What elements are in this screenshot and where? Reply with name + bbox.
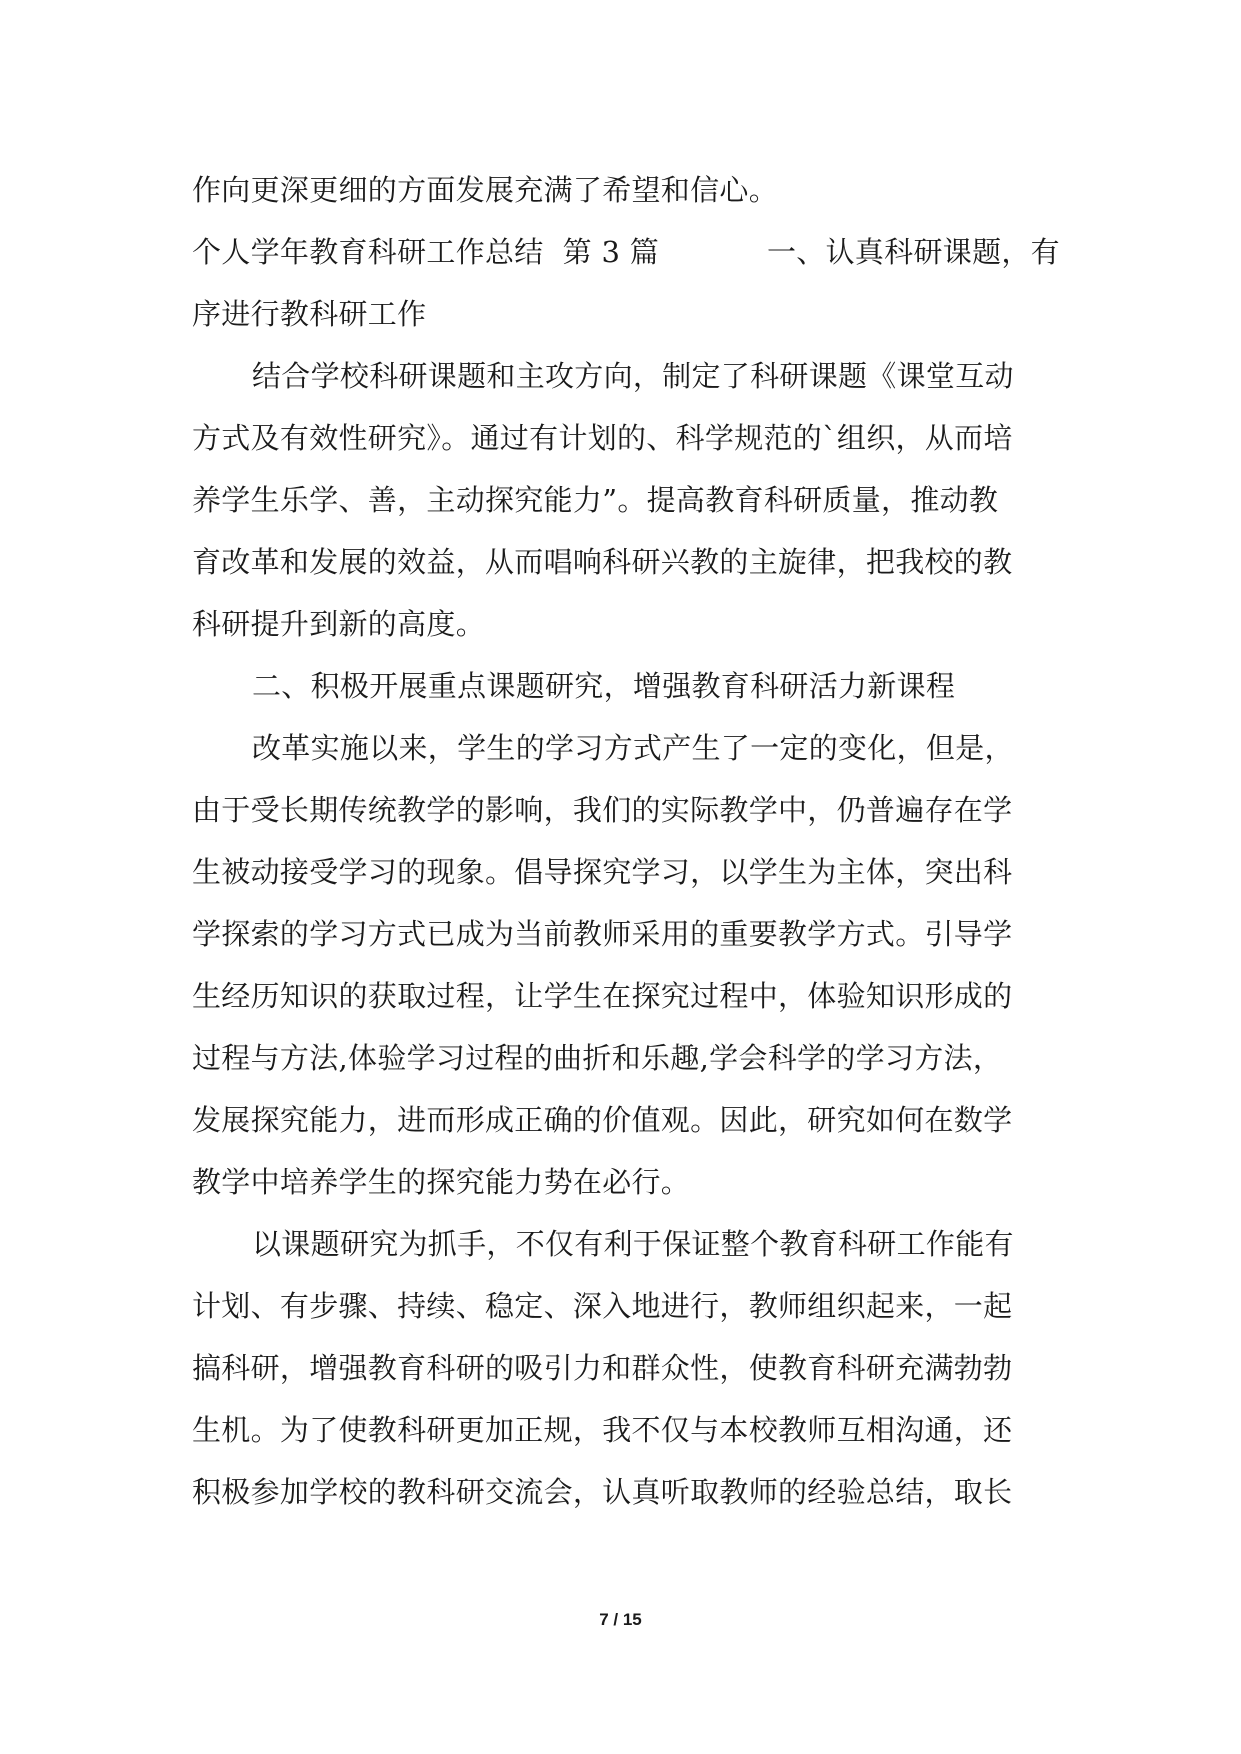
- paragraph-line: 科研提升到新的高度。: [192, 607, 486, 641]
- paragraph-line: 教学中培养学生的探究能力势在必行。: [192, 1165, 691, 1199]
- section1-heading-end: 序进行教科研工作: [192, 297, 427, 331]
- paragraph-3: [192, 1213, 1060, 1523]
- carryover-line: 作向更深更细的方面发展充满了希望和信心。: [192, 173, 779, 207]
- paragraph-line: 养学生乐学、善，主动探究能力”。提高教育科研质量，推动教: [192, 483, 999, 517]
- paragraph-2: [192, 717, 1060, 1213]
- paragraph-line: 由于受长期传统教学的影响，我们的实际教学中，仍普遍存在学: [192, 793, 1013, 827]
- paragraph-1: [192, 345, 1060, 655]
- paragraph-line: 生被动接受学习的现象。倡导探究学习，以学生为主体，突出科: [192, 855, 1013, 889]
- paragraph-line: 积极参加学校的教科研交流会，认真听取教师的经验总结，取长: [192, 1475, 1013, 1509]
- paragraph-line: 发展探究能力，进而形成正确的价值观。因此，研究如何在数学: [192, 1103, 1013, 1137]
- article-title: 个人学年教育科研工作总结 第 3 篇: [192, 235, 660, 269]
- paragraph-line: 学探索的学习方式已成为当前教师采用的重要教学方式。引导学: [192, 917, 1013, 951]
- paragraph-line: 搞科研，增强教育科研的吸引力和群众性，使教育科研充满勃勃: [192, 1351, 1013, 1385]
- section2-heading: 二、积极开展重点课题研究，增强教育科研活力新课程: [252, 669, 956, 703]
- section1-heading-start: 一、认真科研课题，有: [766, 235, 1060, 269]
- paragraph-line: 方式及有效性研究》。通过有计划的、科学规范的`组织，从而培: [192, 421, 1013, 455]
- page-number: 7 / 15: [599, 1610, 642, 1629]
- paragraph-line: 结合学校科研课题和主攻方向，制定了科研课题《课堂互动: [252, 359, 1014, 393]
- paragraph-line: 生经历知识的获取过程，让学生在探究过程中，体验知识形成的: [192, 979, 1013, 1013]
- article-heading: [192, 221, 1060, 283]
- paragraph-line: 以课题研究为抓手，不仅有利于保证整个教育科研工作能有: [252, 1227, 1014, 1261]
- paragraph-line: 过程与方法,体验学习过程的曲折和乐趣,学会科学的学习方法，: [192, 1041, 1003, 1075]
- paragraph-line: 育改革和发展的效益，从而唱响科研兴教的主旋律，把我校的教: [192, 545, 1013, 579]
- document-body: [192, 159, 1060, 1523]
- paragraph-line: 改革实施以来，学生的学习方式产生了一定的变化，但是，: [252, 731, 1014, 765]
- paragraph-line: 计划、有步骤、持续、稳定、深入地进行，教师组织起来，一起: [192, 1289, 1013, 1323]
- paragraph-line: 生机。为了使教科研更加正规，我不仅与本校教师互相沟通，还: [192, 1413, 1013, 1447]
